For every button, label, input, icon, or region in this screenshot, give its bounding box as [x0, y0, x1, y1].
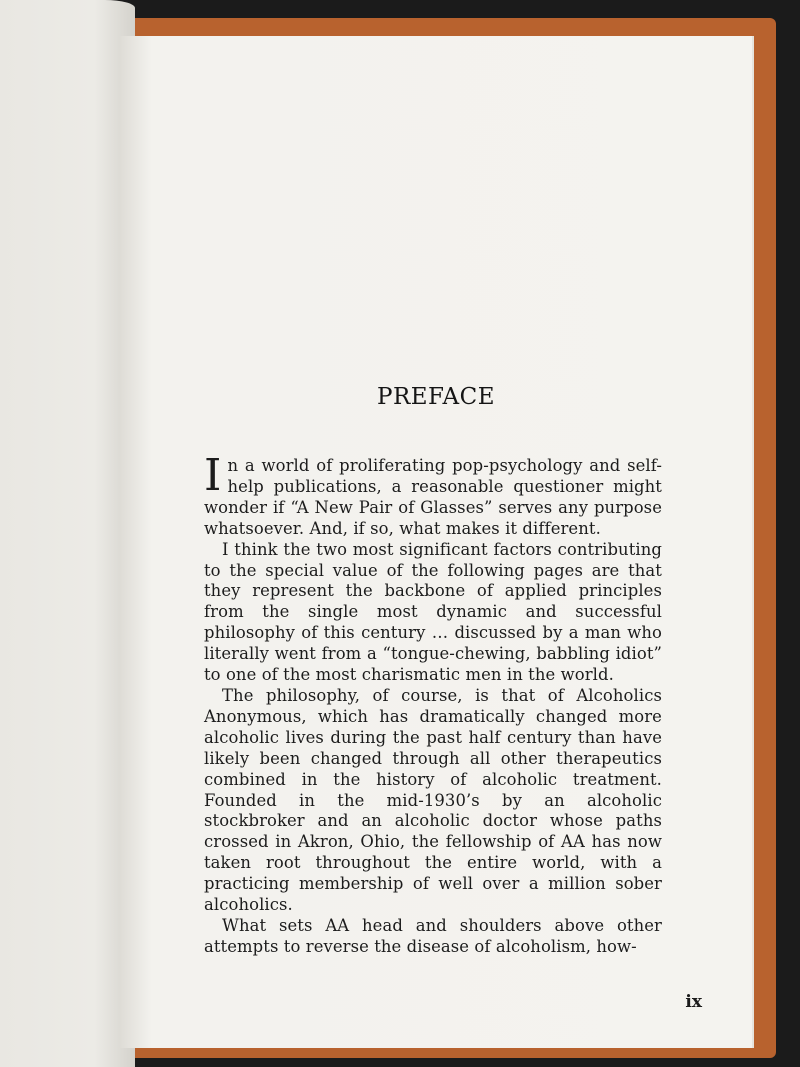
paragraph-3: The philosophy, of course, is that of Alcoholics Anonymous, which has dramatically changed more alcoholic lives during the past half century than have likely been changed through all other therapeutics combined in the history of alcoholic treatment. Founded in the mid-1930’s by an alcoholic stockbroker and an alcoholic doctor whose paths crossed in Akron, Ohio, the fellowship of AA has now taken root throughout the entire world, with a practicing membership of well over a million sober alcoholics.	[204, 685, 662, 915]
paragraph-1	[204, 450, 662, 540]
paragraph-1-text: n a world of proliferating pop-psychology and self-help publications, a reasonable questioner might wonder if “A New Pair of Glasses” serves any purpose whatsoever. And, if so, what makes it different.	[204, 456, 662, 538]
paragraph-4: What sets AA head and shoulders above other attempts to reverse the disease of alcoholism, how-	[204, 915, 662, 956]
body-text	[204, 450, 662, 958]
left-page	[0, 0, 135, 1067]
drop-cap: I	[204, 450, 222, 501]
page-title: PREFACE	[376, 384, 496, 410]
page-number: ix	[685, 992, 702, 1012]
paragraph-2: I think the two most significant factors contributing to the special value of the following pages are that they represent the backbone of applied principles from the single most dynamic and successful philosophy of this century … discussed by a man who literally went from a “tongue-chewing, babbling idiot” to one of the most charismatic men in the world.	[204, 539, 662, 685]
